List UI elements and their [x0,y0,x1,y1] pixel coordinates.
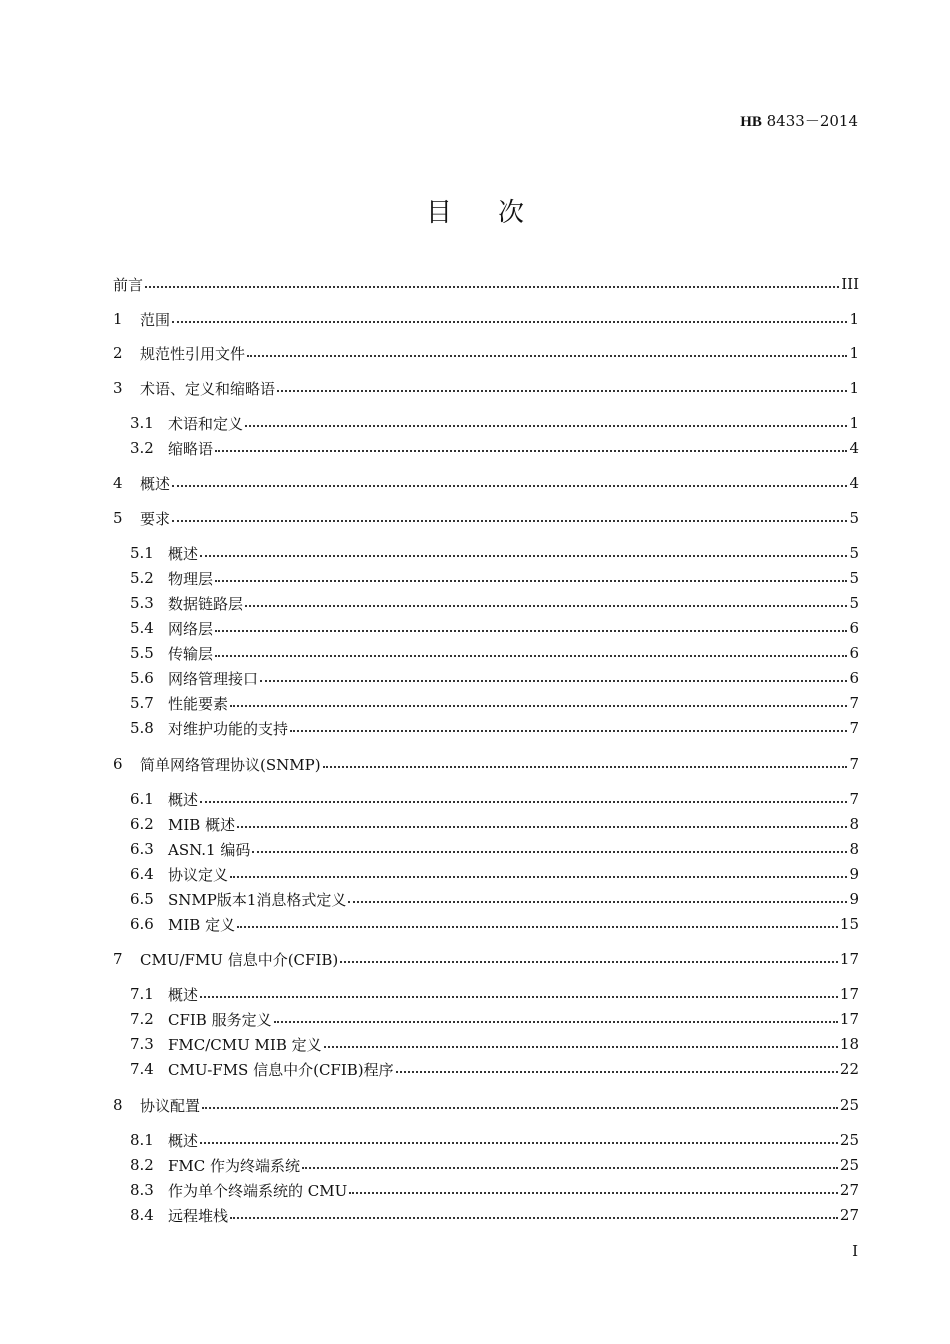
toc-entry-page: 8 [849,815,859,833]
toc-entry[interactable] [113,377,859,399]
toc-entry[interactable] [130,667,859,689]
toc-entry-title: 作为单个终端系统的 CMU [168,1181,348,1200]
toc-entry[interactable] [113,753,859,775]
toc-entry[interactable] [130,813,859,835]
toc-entry-title: MIB 定义 [168,915,236,934]
toc-dot-leader [349,1192,838,1194]
toc-entry-page: 18 [839,1035,859,1053]
toc-entry-page: 6 [849,619,859,637]
toc-entry-title: ASN.1 编码 [168,840,251,859]
toc-entry-number: 6.1 [130,790,154,808]
toc-entry-number: 8.3 [130,1181,154,1199]
toc-entry-title: 远程堆栈 [168,1206,229,1225]
toc-entry[interactable] [130,542,859,564]
toc-entry-title: 概述 [140,474,171,493]
toc-entry-title: 协议配置 [140,1096,201,1115]
toc-entry-page: 8 [849,840,859,858]
toc-entry[interactable] [130,567,859,589]
toc-entry[interactable] [130,642,859,664]
toc-entry-title: 规范性引用文件 [140,344,246,363]
toc-entry-title: 术语、定义和缩略语 [140,379,276,398]
toc-entry[interactable] [130,888,859,910]
toc-dot-leader [252,851,847,853]
toc-dot-leader [200,555,847,557]
toc-entry-number: 5.7 [130,694,154,712]
toc-entry-title: CMU-FMS 信息中介(CFIB)程序 [168,1060,394,1079]
toc-entry-page: 17 [839,950,859,968]
toc-entry-title: CMU/FMU 信息中介(CFIB) [140,950,339,969]
toc-entry-number: 6.4 [130,865,154,883]
toc-dot-leader [245,605,847,607]
toc-entry-number: 5.2 [130,569,154,587]
toc-dot-leader [230,1217,838,1219]
toc-entry-title: 概述 [168,1131,199,1150]
toc-entry-page: 7 [849,790,859,808]
toc-entry-number: 3 [113,379,123,397]
toc-entry-page: 5 [849,509,859,527]
toc-dot-leader [215,630,847,632]
toc-dot-leader [396,1071,838,1073]
toc-entry-page: 9 [849,890,859,908]
toc-entry-title: SNMP版本1消息格式定义 [168,890,347,909]
toc-dot-leader [245,425,847,427]
toc-entry-title: 网络管理接口 [168,669,259,688]
toc-entry[interactable] [130,592,859,614]
toc-entry[interactable] [130,412,859,434]
toc-entry-number: 8.2 [130,1156,154,1174]
toc-entry-page: 27 [839,1181,859,1199]
toc-entry-number: 5.4 [130,619,154,637]
toc-entry-page: 15 [839,915,859,933]
toc-entry-number: 6.2 [130,815,154,833]
toc-entry[interactable] [130,788,859,810]
toc-entry[interactable] [130,838,859,860]
toc-entry-number: 5.3 [130,594,154,612]
toc-entry-number: 5 [113,509,123,527]
toc-entry-title: 前言 [113,275,144,294]
toc-entry-number: 6.3 [130,840,154,858]
toc-entry[interactable] [113,308,859,330]
toc-entry-number: 8.1 [130,1131,154,1149]
page-title: 目次 [425,198,570,228]
toc-entry-number: 7.1 [130,985,154,1003]
toc-entry-title: 缩略语 [168,439,214,458]
toc-entry-title: 概述 [168,985,199,1004]
toc-entry-number: 2 [113,344,123,362]
toc-entry[interactable] [130,1058,859,1080]
toc-entry-number: 5.6 [130,669,154,687]
toc-entry[interactable] [130,863,859,885]
toc-entry[interactable] [113,1094,859,1116]
toc-entry[interactable] [130,692,859,714]
toc-entry-number: 3.2 [130,439,154,457]
toc-entry-number: 5.8 [130,719,154,737]
toc-entry-number: 7.4 [130,1060,154,1078]
toc-entry-number: 6 [113,755,123,773]
toc-entry-page: 25 [839,1131,859,1149]
toc-entry[interactable] [113,948,859,970]
document-code [740,110,858,131]
toc-entry-number: 5.5 [130,644,154,662]
toc-entry-title: 简单网络管理协议(SNMP) [140,755,321,774]
toc-entry-page: 1 [849,414,859,432]
toc-entry-page: 1 [849,344,859,362]
toc-entry-title: 概述 [168,790,199,809]
toc-entry-title: CFIB 服务定义 [168,1010,272,1029]
toc-entry-title: 网络层 [168,619,214,638]
toc-entry-number: 5.1 [130,544,154,562]
toc-dot-leader [260,680,847,682]
toc-dot-leader [274,1021,838,1023]
toc-dot-leader [230,876,847,878]
page-number: I [852,1242,858,1260]
toc-entry-page: 4 [849,439,859,457]
toc-entry-title: 性能要素 [168,694,229,713]
toc-dot-leader [172,520,847,522]
toc-entry[interactable] [130,1008,859,1030]
toc-entry-page: 4 [849,474,859,492]
toc-entry-page: 25 [839,1096,859,1114]
toc-entry-page: 1 [849,379,859,397]
toc-entry-number: 4 [113,474,123,492]
toc-dot-leader [348,901,847,903]
toc-dot-leader [200,1142,838,1144]
toc-dot-leader [247,355,847,357]
toc-entry-title: 传输层 [168,644,214,663]
toc-entry-page: 27 [839,1206,859,1224]
toc-entry[interactable] [130,1129,859,1151]
toc-entry-page: 9 [849,865,859,883]
toc-entry[interactable] [113,342,859,364]
toc-entry-number: 7 [113,950,123,968]
toc-entry-number: 3.1 [130,414,154,432]
toc-entry-title: 对维护功能的支持 [168,719,289,738]
toc-entry-number: 7.2 [130,1010,154,1028]
toc-entry-page: 7 [849,755,859,773]
toc-entry-page: 6 [849,669,859,687]
toc-dot-leader [200,996,838,998]
toc-entry-page: 25 [839,1156,859,1174]
toc-entry-page: 7 [849,694,859,712]
toc-entry-title: FMC 作为终端系统 [168,1156,301,1175]
toc-entry[interactable] [130,1204,859,1226]
toc-entry-page: 22 [839,1060,859,1078]
toc-entry-page: 7 [849,719,859,737]
toc-entry-page: 17 [839,985,859,1003]
toc-entry-page: 1 [849,310,859,328]
toc-dot-leader [145,286,839,288]
document-code-number: 8433－2014 [761,112,858,130]
toc-dot-leader [200,801,847,803]
toc-entry[interactable] [130,1033,859,1055]
toc-entry[interactable] [113,273,859,295]
toc-dot-leader [324,1046,838,1048]
toc-dot-leader [172,485,847,487]
toc-entry-title: 协议定义 [168,865,229,884]
toc-entry-title: FMC/CMU MIB 定义 [168,1035,322,1054]
toc-entry-title: 物理层 [168,569,214,588]
toc-dot-leader [277,390,847,392]
toc-entry[interactable] [130,437,859,459]
toc-entry[interactable] [130,1179,859,1201]
toc-entry-page: III [841,275,859,293]
toc-dot-leader [215,580,847,582]
toc-entry-page: 17 [839,1010,859,1028]
toc-dot-leader [290,730,847,732]
toc-dot-leader [340,961,838,963]
document-code-prefix: HB [740,114,762,130]
toc-entry[interactable] [113,507,859,529]
toc-entry[interactable] [130,617,859,639]
toc-entry-title: MIB 概述 [168,815,236,834]
toc-dot-leader [323,766,848,768]
toc-entry-number: 1 [113,310,123,328]
toc-dot-leader [237,926,838,928]
toc-entry-page: 5 [849,544,859,562]
toc-entry-title: 范围 [140,310,171,329]
toc-dot-leader [237,826,847,828]
toc-entry[interactable] [130,1154,859,1176]
toc-dot-leader [202,1107,838,1109]
toc-entry-number: 6.5 [130,890,154,908]
toc-dot-leader [215,450,847,452]
toc-entry-number: 6.6 [130,915,154,933]
toc-dot-leader [215,655,847,657]
toc-entry[interactable] [113,472,859,494]
toc-entry-page: 6 [849,644,859,662]
toc-entry-title: 要求 [140,509,171,528]
toc-entry-page: 5 [849,569,859,587]
toc-entry-page: 5 [849,594,859,612]
toc-entry[interactable] [130,717,859,739]
toc-dot-leader [172,321,847,323]
toc-dot-leader [302,1167,838,1169]
toc-entry-title: 数据链路层 [168,594,244,613]
toc-entry[interactable] [130,983,859,1005]
toc-entry-number: 8 [113,1096,123,1114]
toc-entry-title: 概述 [168,544,199,563]
toc-entry[interactable] [130,913,859,935]
toc-dot-leader [230,705,847,707]
toc-entry-number: 8.4 [130,1206,154,1224]
toc-entry-number: 7.3 [130,1035,154,1053]
toc-entry-title: 术语和定义 [168,414,244,433]
